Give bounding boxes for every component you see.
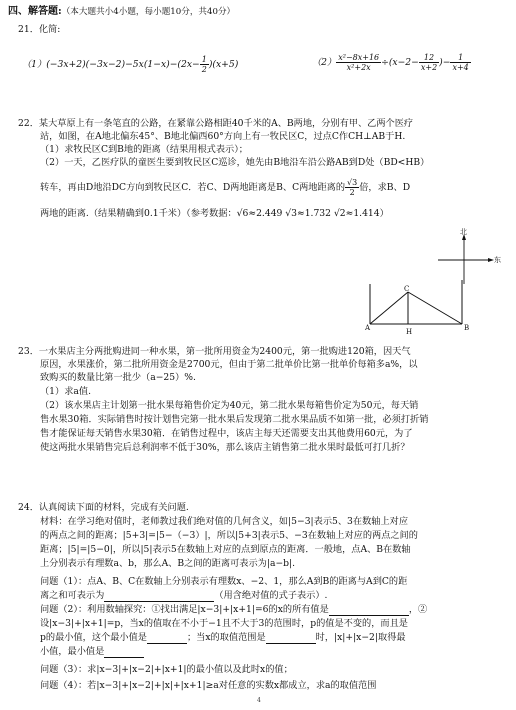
q24-line11 <box>40 646 144 658</box>
q22-line2: 站，如图，在A地北偏东45°、B地北偏西60°方向上有一牧民区C，过点C作CH⊥AB于H. <box>40 131 406 142</box>
q22-line1: 22．某大草原上有一条笔直的公路，在紧靠公路相距40千米的A、B两地，分别有甲、乙两个医疗 <box>18 118 414 129</box>
q22-line4: （2）一天，乙医疗队的童医生要到牧民区C巡诊，她先由B地沿车沿公路AB到D处（BD<HB） <box>40 157 430 168</box>
answer-blank <box>147 634 187 644</box>
point-h-label: H <box>406 328 413 336</box>
q24-line8 <box>40 604 427 616</box>
q21-label: 21．化简: <box>18 24 61 35</box>
frac-denominator: x²+2x <box>346 63 371 72</box>
point-a-label: A <box>365 324 371 332</box>
q24-line3: 的两点之间的距离；|5+3|=|5−（−3）|，所以|5+3|表示5、−3在数轴上对应的两点之间的 <box>40 530 418 541</box>
frac-numerator: √3 <box>347 178 358 187</box>
q21-p2-head: （2） <box>312 57 337 68</box>
q24-line7 <box>40 590 327 602</box>
q24-line5: 上分别表示有理数a、b，那么A、B之间的距离可表示为|a−b|. <box>40 558 296 569</box>
q24-line12: 问题（3）：求|x−3|+|x−2|+|x+1|的最小值以及此时x的值； <box>40 664 293 675</box>
q24-line10 <box>40 632 406 644</box>
section-title: 四、解答题: <box>8 6 62 17</box>
q21-p2-mid2: )− <box>439 57 451 68</box>
q21-p2-mid: ÷(x−2− <box>381 57 419 68</box>
q21-p2-fraction2 <box>419 53 439 72</box>
point-c-label: C <box>404 285 410 293</box>
q24-line8-text: 问题（2）：利用数轴探究：①找出满足|x−3|+|x+1|=6的x的所有值是 <box>40 604 329 615</box>
answer-blank <box>329 606 409 616</box>
frac-numerator: x²−8x+16 <box>338 53 380 62</box>
q23-line6: 售水果30箱．实际销售时按计划售完第一批水果后发现第二批水果品质不如第一批，必须打折销 <box>40 414 429 425</box>
q22-line5-text: 转车，再由D地沿DC方向到牧民区C．若C、D两地距离是B、C两地距离的 <box>40 182 346 193</box>
q23-line5: （2）该水果店主计划第一批水果每箱售价定为40元，第二批水果每箱售价定为50元，每天销 <box>40 400 419 411</box>
frac-denominator: x+4 <box>452 63 469 72</box>
frac-numerator: 1 <box>450 53 470 63</box>
q21-part1 <box>22 55 238 74</box>
q23-line7: 售才能保证每天销售水果30箱．在销售过程中，该店主每天还需要支出其他费用60元，为了 <box>40 428 413 439</box>
q23-line1: 23．一水果店主分两批购进同一种水果，第一批所用资金为2400元，第一批购进120箱，因天气 <box>18 346 411 357</box>
q24-line2: 材料：在学习绝对值时，老师教过我们绝对值的几何含义，如|5−3|表示5、3在数轴上对应 <box>40 516 409 527</box>
triangle-diagram <box>362 276 474 336</box>
q24-line9: 设|x−3|+|x+1|=p，当x的值取在不小于−1且不大于3的范围时，p的值是不变的，而且是 <box>40 618 408 629</box>
frac-denominator: 2 <box>201 65 207 74</box>
answer-blank <box>266 634 316 644</box>
q24-line8-tail: ，② <box>408 604 428 615</box>
q24-line4: 距离；|5|=|5−0|，所以|5|表示5在数轴上对应的点到原点的距离．一般地，点A、B在数轴 <box>40 544 411 555</box>
q24-line10-mid: ；当x的取值范围是 <box>186 632 266 643</box>
q24-line11-text: 小值，最小值是 <box>40 646 105 657</box>
q24-line7-tail: （用含绝对值的式子表示）. <box>214 590 328 601</box>
q22-line5 <box>40 178 410 197</box>
section-note: （本大题共小4小题，每小题10分，共40分） <box>61 7 236 17</box>
q24-line13: 问题（4）：若|x−3|+|x−2|+|x|+|x+1|≥a对任意的实数x都成立，求a的取值范围 <box>40 680 377 691</box>
page-number: 4 <box>257 697 261 704</box>
answer-blank <box>104 592 214 602</box>
q21-part2 <box>312 53 471 72</box>
q24-line10-tail: 时，|x|+|x−2|取得最 <box>315 632 406 643</box>
q23-line4: （1）求a值. <box>40 386 91 397</box>
q22-ratio-fraction <box>345 178 359 197</box>
frac-numerator: 12 <box>419 53 439 63</box>
q21-p2-fraction3 <box>450 53 470 72</box>
q22-line3: （1）求牧民区C到B地的距离（结果用根式表示）； <box>40 144 248 155</box>
answer-blank <box>104 648 144 658</box>
q24-line7-text: 离之和可表示为 <box>40 590 105 601</box>
q21-p1-expr: （1）(−3x+2)(−3x−2)−5x(1−x)−(2x− <box>22 59 200 70</box>
q23-line2: 原因，水果涨价，第二批所用资金是2700元，但由于第二批单价比第一批单价每箱多a%，以 <box>40 359 418 370</box>
q21-p1-fraction <box>200 55 209 74</box>
frac-numerator: 1 <box>201 55 207 64</box>
q22-line5-tail: 倍，求B、D <box>359 182 411 193</box>
q22-line6: 两地的距离.（结果精确到0.1千米）（参考数据：√6≈2.449 √3≈1.732 √2≈1.414） <box>40 208 389 219</box>
point-b-label: B <box>464 324 470 332</box>
compass-north-label: 北 <box>460 228 467 236</box>
q21-p1-tail: )(x+5) <box>208 59 239 70</box>
q24-line10-text: p的最小值，这个最小值是 <box>40 632 147 643</box>
frac-denominator: x+2 <box>420 63 438 72</box>
compass-east-label: 东 <box>494 256 501 264</box>
q24-line6: 问题（1）：点A、B、C在数轴上分别表示有理数x、−2、1，那么A到B的距离与A到C的距 <box>40 576 408 587</box>
q23-line8: 使这两批水果销售完后总利润率不低于30%，那么该店主销售第二批水果时最低可打几折？ <box>40 442 410 453</box>
frac-denominator: 2 <box>349 188 355 197</box>
q21-p2-fraction1 <box>336 53 381 72</box>
q24-line1: 24．认真阅读下面的材料，完成有关问题. <box>18 502 189 513</box>
q23-line3: 致购买的数量比第一批少（a−25）%. <box>40 372 196 383</box>
section-heading <box>8 6 235 18</box>
